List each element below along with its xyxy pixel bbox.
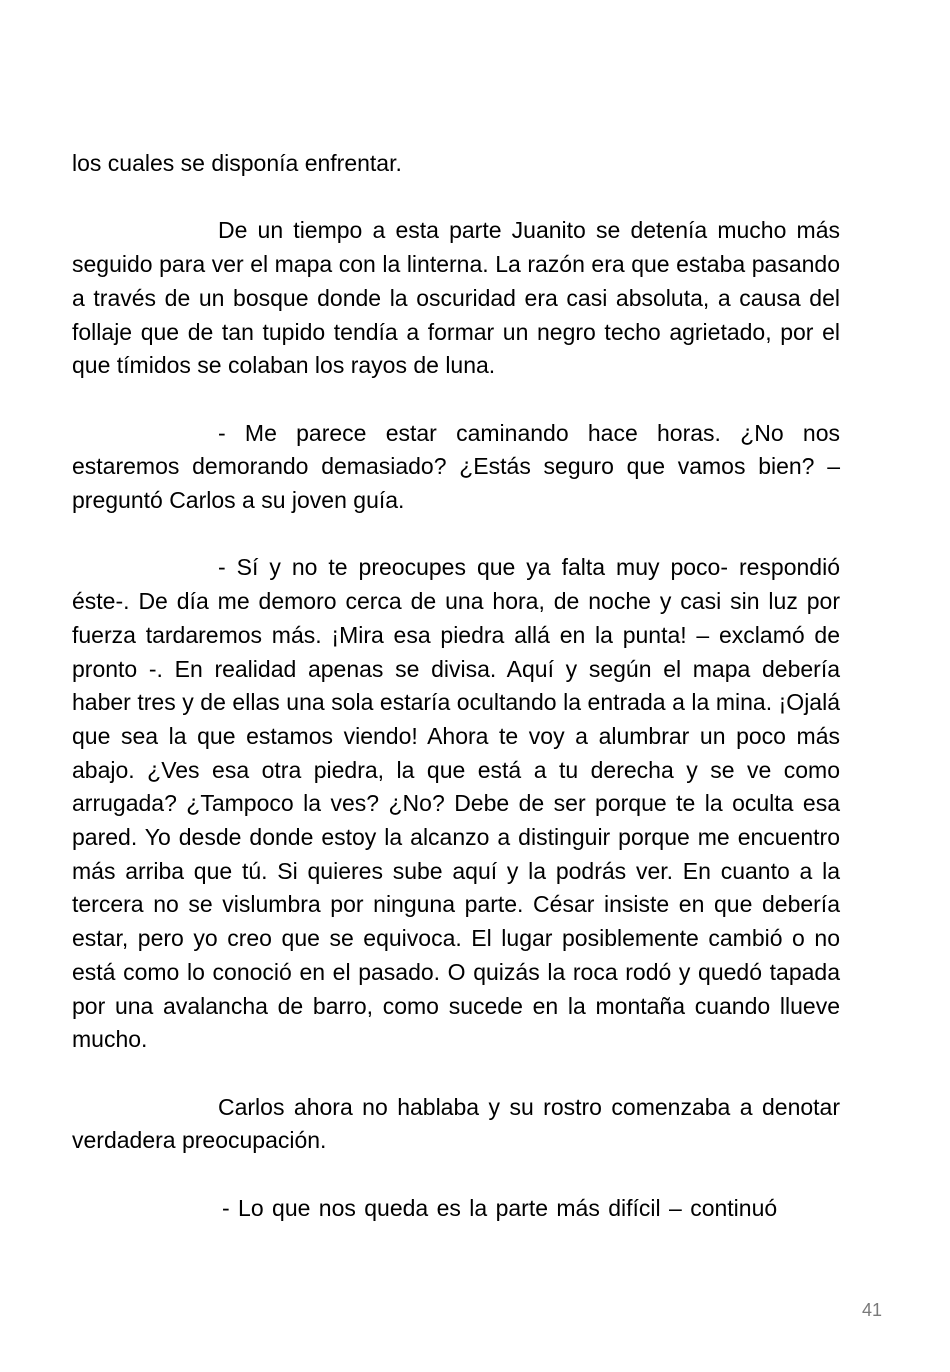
paragraph-2: De un tiempo a esta parte Juanito se detenía mucho más seguido para ver el mapa con la linterna. La razón era que estaba pasando a través de un bosque donde la oscuridad era casi absoluta, a causa del follaje que de tan tupido tendía a formar un negro techo agrietado, por el que tímidos se colaban los rayos de luna. xyxy=(72,217,840,379)
paragraph-gap xyxy=(72,1158,840,1192)
paragraph-5: Carlos ahora no hablaba y su rostro comenzaba a denotar verdadera preocupación. xyxy=(72,1093,840,1154)
paragraph-3: - Me parece estar caminando hace horas. ¿No nos estaremos demorando demasiado? ¿Estás seguro que vamos bien? – preguntó Carlos a su joven guía. xyxy=(72,419,840,513)
body-text xyxy=(72,147,840,1225)
paragraph-6: - Lo que nos queda es la parte más difícil – continuó xyxy=(222,1194,778,1221)
paragraph-gap xyxy=(72,518,840,552)
paragraph-gap xyxy=(72,1057,840,1091)
page-number: 41 xyxy=(862,1300,883,1320)
paragraph-gap xyxy=(72,181,840,215)
paragraph-1: los cuales se disponía enfrentar. xyxy=(72,150,402,176)
paragraph-gap xyxy=(72,383,840,417)
paragraph-4: - Sí y no te preocupes que ya falta muy poco- respondió éste-. De día me demoro cerca de una hora, de noche y casi sin luz por fuerza tardaremos más. ¡Mira esa piedra allá en la punta! – exclamó de pronto -. En realidad apenas se divisa. Aquí y según el mapa debería haber tres y de ellas una sola estaría ocultando la entrada a la mina. ¡Ojalá que sea la que estamos viendo! Ahora te voy a alumbrar un poco más abajo. ¿Ves esa otra piedra, la que está a tu derecha y se ve como arrugada? ¿Tampoco la ves? ¿No? Debe de ser porque te la oculta esa pared. Yo desde donde estoy la alcanzo a distinguir porque me encuentro más arriba que tú. Si quieres sube aquí y la podrás ver. En cuanto a la tercera no se vislumbra por ninguna parte. César insiste en que debería estar, pero yo creo que se equivoca. El lugar posiblemente cambió o no está como lo conoció en el pasado. O quizás la roca rodó y quedó tapada por una avalancha de barro, como sucede en la montaña cuando llueve mucho. xyxy=(72,554,840,1053)
